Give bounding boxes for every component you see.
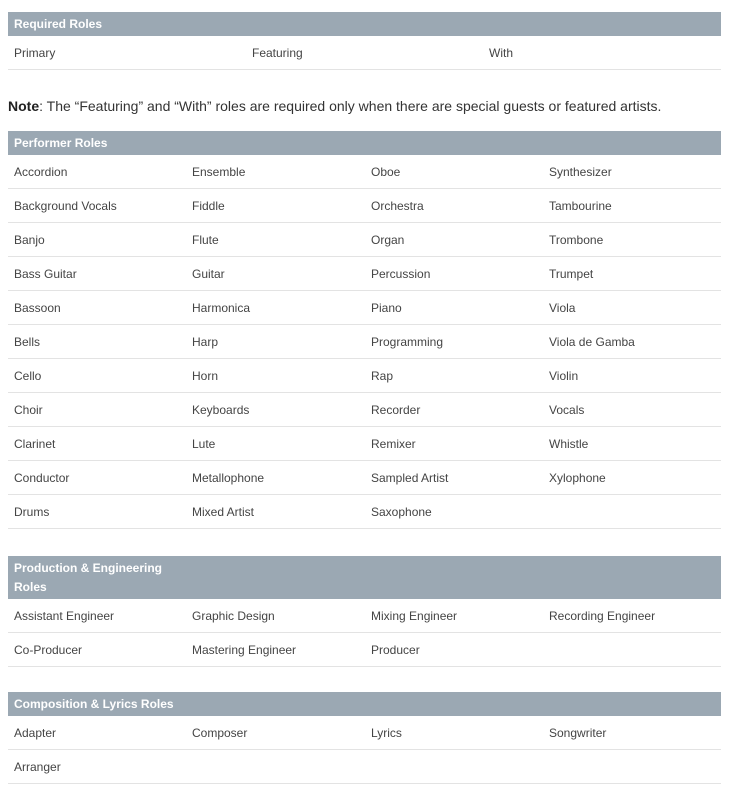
role-cell: Violin xyxy=(543,359,721,393)
role-cell: Conductor xyxy=(8,461,186,495)
role-cell: Harmonica xyxy=(186,291,365,325)
role-cell xyxy=(543,495,721,529)
table-row xyxy=(8,716,721,750)
role-cell xyxy=(543,750,721,784)
role-cell: Sampled Artist xyxy=(365,461,543,495)
composition-roles-table xyxy=(8,692,721,784)
role-cell: Assistant Engineer xyxy=(8,599,186,633)
role-cell: Choir xyxy=(8,393,186,427)
role-cell: Xylophone xyxy=(543,461,721,495)
required-roles-table xyxy=(8,12,721,70)
table-row xyxy=(8,599,721,633)
role-cell: Recorder xyxy=(365,393,543,427)
role-cell: Background Vocals xyxy=(8,189,186,223)
role-cell: Clarinet xyxy=(8,427,186,461)
table-row xyxy=(8,495,721,529)
role-cell: Horn xyxy=(186,359,365,393)
required-roles-header-row xyxy=(8,12,721,36)
role-cell: Oboe xyxy=(365,155,543,189)
role-cell: Graphic Design xyxy=(186,599,365,633)
role-cell: With xyxy=(483,36,721,70)
role-cell: Flute xyxy=(186,223,365,257)
role-cell: Primary xyxy=(8,36,246,70)
table-row xyxy=(8,393,721,427)
table-row xyxy=(8,427,721,461)
role-cell: Adapter xyxy=(8,716,186,750)
role-cell: Percussion xyxy=(365,257,543,291)
production-roles-header-fill xyxy=(186,556,721,599)
role-cell: Mixing Engineer xyxy=(365,599,543,633)
role-cell: Co-Producer xyxy=(8,633,186,667)
performer-roles-title: Performer Roles xyxy=(8,131,721,155)
role-cell: Recording Engineer xyxy=(543,599,721,633)
table-row xyxy=(8,291,721,325)
note-paragraph xyxy=(8,96,728,116)
role-cell xyxy=(186,750,365,784)
role-cell: Saxophone xyxy=(365,495,543,529)
production-roles-body xyxy=(8,599,721,667)
table-row xyxy=(8,359,721,393)
role-cell xyxy=(543,633,721,667)
performer-roles-table xyxy=(8,131,721,529)
role-cell: Producer xyxy=(365,633,543,667)
production-roles-table xyxy=(8,556,721,667)
role-cell: Programming xyxy=(365,325,543,359)
role-cell: Arranger xyxy=(8,750,186,784)
role-cell: Orchestra xyxy=(365,189,543,223)
performer-roles-header-row xyxy=(8,131,721,155)
table-row xyxy=(8,750,721,784)
composition-roles-title: Composition & Lyrics Roles xyxy=(8,692,721,716)
role-cell: Remixer xyxy=(365,427,543,461)
role-cell: Lute xyxy=(186,427,365,461)
composition-roles-header-row xyxy=(8,692,721,716)
role-cell: Trombone xyxy=(543,223,721,257)
role-cell: Songwriter xyxy=(543,716,721,750)
table-row xyxy=(8,223,721,257)
role-cell: Keyboards xyxy=(186,393,365,427)
role-cell: Synthesizer xyxy=(543,155,721,189)
role-cell: Bass Guitar xyxy=(8,257,186,291)
production-roles-title-line2: Roles xyxy=(14,579,47,594)
table-row xyxy=(8,257,721,291)
role-cell: Viola xyxy=(543,291,721,325)
role-cell: Whistle xyxy=(543,427,721,461)
required-roles-title: Required Roles xyxy=(8,12,721,36)
table-row xyxy=(8,36,721,70)
role-cell: Viola de Gamba xyxy=(543,325,721,359)
role-cell: Organ xyxy=(365,223,543,257)
table-row xyxy=(8,633,721,667)
role-cell: Piano xyxy=(365,291,543,325)
role-cell: Lyrics xyxy=(365,716,543,750)
table-row xyxy=(8,461,721,495)
role-cell: Guitar xyxy=(186,257,365,291)
role-cell: Accordion xyxy=(8,155,186,189)
role-cell: Rap xyxy=(365,359,543,393)
role-cell: Harp xyxy=(186,325,365,359)
role-cell: Banjo xyxy=(8,223,186,257)
role-cell: Mixed Artist xyxy=(186,495,365,529)
performer-roles-body xyxy=(8,155,721,529)
role-cell: Tambourine xyxy=(543,189,721,223)
role-cell: Mastering Engineer xyxy=(186,633,365,667)
production-roles-title-line1: Production & Engineering xyxy=(14,560,163,575)
production-roles-header-row xyxy=(8,556,721,599)
note-label: Note xyxy=(8,98,40,114)
table-row xyxy=(8,325,721,359)
production-roles-title xyxy=(8,556,186,599)
role-cell: Cello xyxy=(8,359,186,393)
table-row xyxy=(8,189,721,223)
role-cell: Composer xyxy=(186,716,365,750)
role-cell: Ensemble xyxy=(186,155,365,189)
composition-roles-body xyxy=(8,716,721,784)
role-cell: Featuring xyxy=(246,36,483,70)
role-cell xyxy=(365,750,543,784)
table-row xyxy=(8,155,721,189)
role-cell: Trumpet xyxy=(543,257,721,291)
role-cell: Bassoon xyxy=(8,291,186,325)
role-cell: Drums xyxy=(8,495,186,529)
role-cell: Metallophone xyxy=(186,461,365,495)
note-text: : The “Featuring” and “With” roles are required only when there are special guests or featured artists. xyxy=(39,98,662,114)
role-cell: Fiddle xyxy=(186,189,365,223)
role-cell: Bells xyxy=(8,325,186,359)
role-cell: Vocals xyxy=(543,393,721,427)
